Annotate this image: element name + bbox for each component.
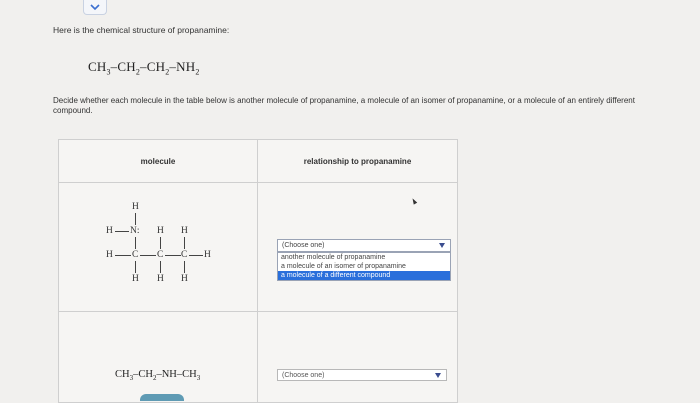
formula-subscript: 3 xyxy=(196,374,201,383)
chevron-down-icon xyxy=(90,4,100,11)
header-divider xyxy=(59,182,457,183)
atom-c: C xyxy=(181,250,188,260)
dropdown-arrow-icon xyxy=(439,243,445,248)
collapse-chevron-button[interactable] xyxy=(83,0,107,15)
column-divider xyxy=(257,140,258,402)
relationship-options-list xyxy=(277,252,451,281)
option-isomer[interactable]: a molecule of an isomer of propanamine xyxy=(281,263,406,270)
atom-h: H xyxy=(132,202,139,212)
submit-button[interactable] xyxy=(140,394,184,401)
mouse-cursor-icon xyxy=(411,197,417,204)
atom-h: H xyxy=(181,274,188,284)
formula-subscript: 3 xyxy=(106,67,111,77)
atom-h: H xyxy=(181,226,188,236)
relationship-select-row2[interactable] xyxy=(277,369,447,381)
intro-text: Here is the chemical structure of propanamine: xyxy=(53,25,230,35)
formula-text: –NH–CH xyxy=(156,369,197,380)
bond xyxy=(115,255,131,256)
formula-subscript: 3 xyxy=(129,374,134,383)
formula-text: CH xyxy=(88,59,107,74)
bond xyxy=(135,237,136,249)
formula-subscript: 2 xyxy=(152,374,157,383)
instructions-text: Decide whether each molecule in the table below is another molecule of propanamine, a molecule of an isomer of propanamine, or a molecule of an entirely different compound. xyxy=(53,96,635,115)
molecule-2-formula xyxy=(115,369,200,382)
select-value: (Choose one) xyxy=(282,242,325,249)
bond xyxy=(140,255,156,256)
propanamine-structure xyxy=(103,202,233,312)
bond xyxy=(115,231,129,232)
header-molecule: molecule xyxy=(140,156,176,166)
bond xyxy=(165,255,181,256)
formula-text: –CH xyxy=(140,59,166,74)
atom-h: H xyxy=(106,250,113,260)
bond xyxy=(160,237,161,249)
formula-subscript: 2 xyxy=(165,67,170,77)
atom-h: H xyxy=(157,226,164,236)
option-different-compound[interactable]: a molecule of a different compound xyxy=(278,271,450,280)
formula-subscript: 2 xyxy=(195,67,200,77)
atom-h: H xyxy=(132,274,139,284)
atom-h: H xyxy=(204,250,211,260)
atom-c: C xyxy=(157,250,164,260)
formula-text: –CH xyxy=(110,59,136,74)
option-same-molecule[interactable]: another molecule of propanamine xyxy=(281,254,386,261)
formula-text: –CH xyxy=(133,369,153,380)
formula-text: CH xyxy=(115,369,130,380)
bond xyxy=(160,261,161,273)
bond xyxy=(184,261,185,273)
atom-n: N: xyxy=(130,226,140,236)
propanamine-formula xyxy=(88,59,200,77)
bond xyxy=(184,237,185,249)
formula-text: –NH xyxy=(169,59,196,74)
relationship-select-row1[interactable] xyxy=(277,239,451,252)
formula-subscript: 2 xyxy=(135,67,141,77)
bond xyxy=(135,261,136,273)
select-value: (Choose one) xyxy=(282,371,325,379)
bond xyxy=(189,255,203,256)
dropdown-arrow-icon xyxy=(435,373,441,378)
molecule-table xyxy=(58,139,458,403)
atom-c: C xyxy=(132,250,139,260)
atom-h: H xyxy=(106,226,113,236)
bond xyxy=(135,213,136,225)
header-relationship: relationship to propanamine xyxy=(303,156,412,166)
atom-h: H xyxy=(157,274,164,284)
